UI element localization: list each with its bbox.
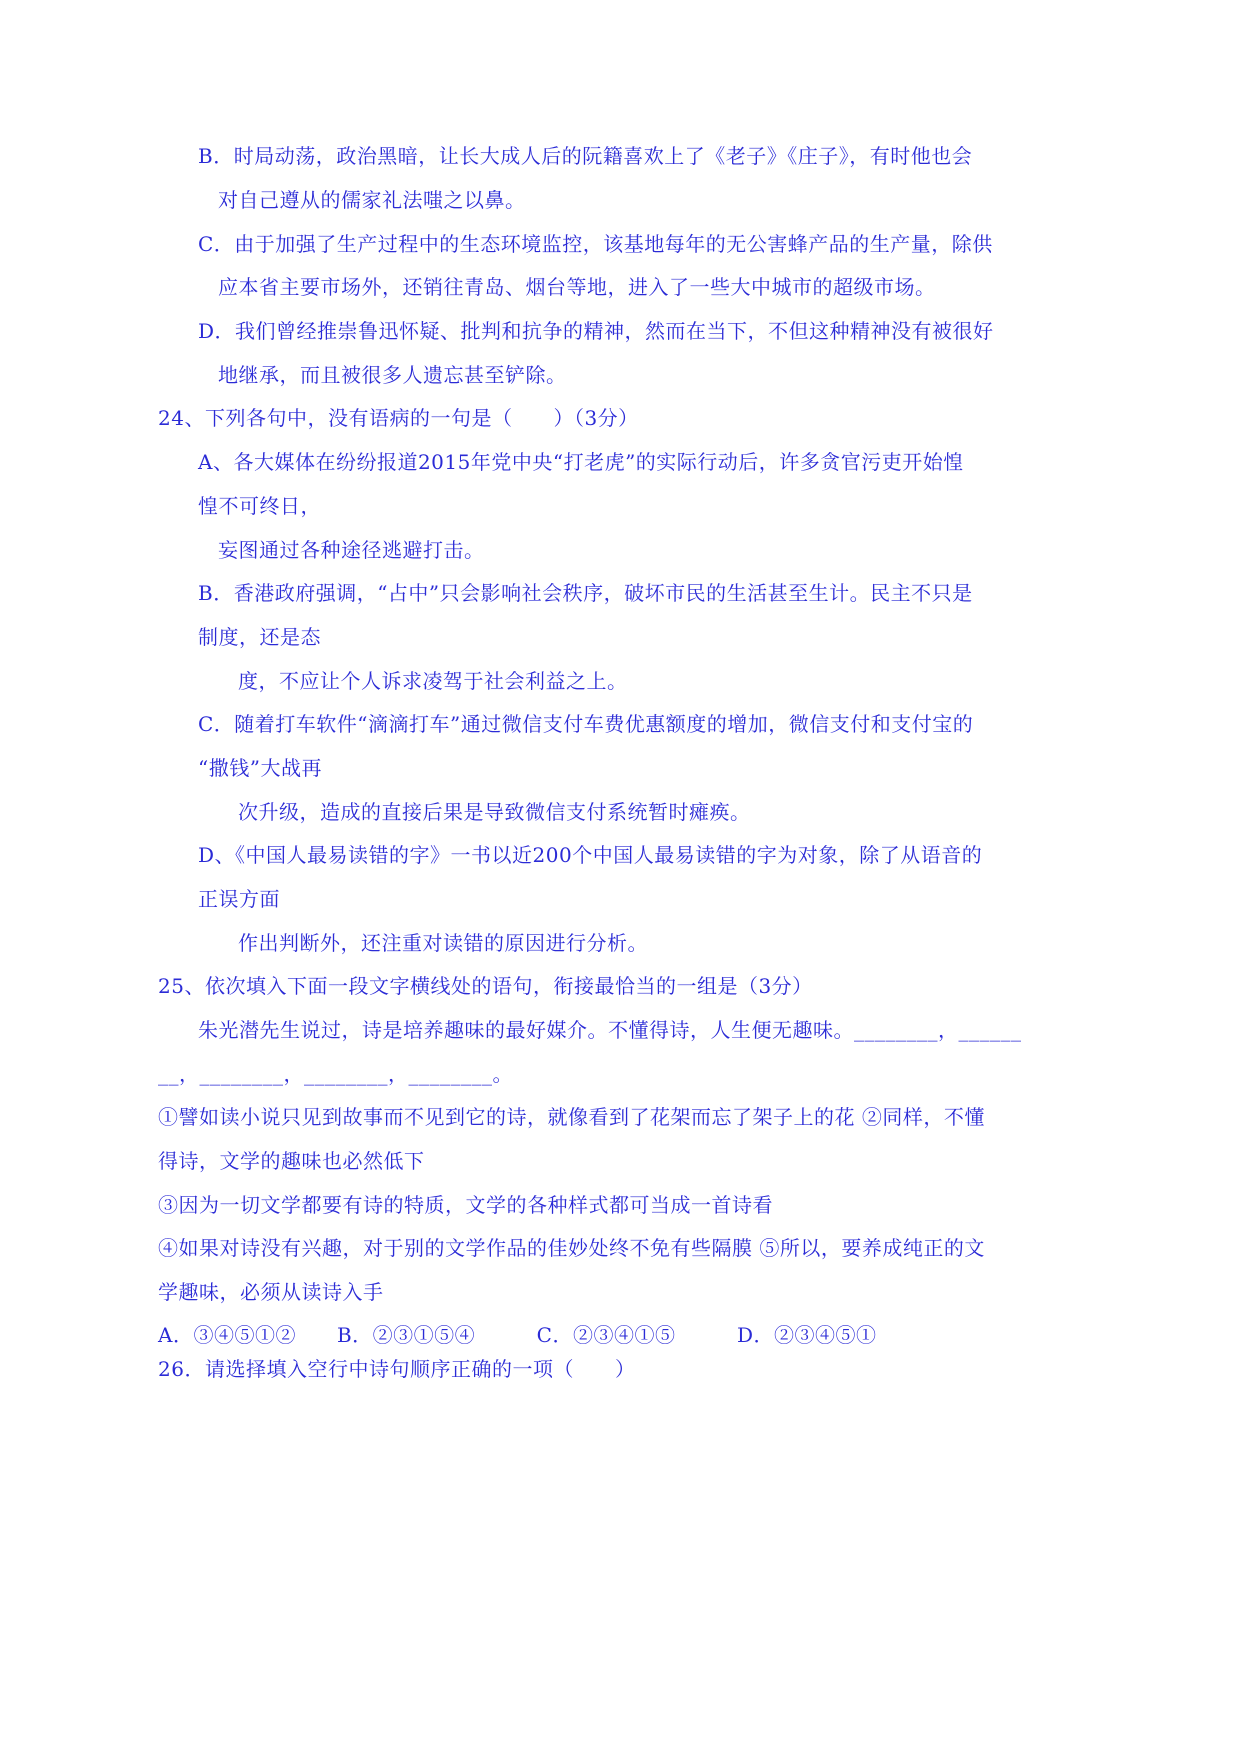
text-line: 得诗，文学的趣味也必然低下 <box>158 1149 425 1173</box>
text-line: 制度，还是态 <box>198 625 321 649</box>
text-line: A、各大媒体在纷纷报道2015年党中央“打老虎”的实际行动后，许多贪官污吏开始惶 <box>198 450 964 474</box>
text-line: 惶不可终日， <box>198 494 321 518</box>
text-line: 应本省主要市场外，还销往青岛、烟台等地，进入了一些大中城市的超级市场。 <box>218 275 936 299</box>
text-line: C．由于加强了生产过程中的生态环境监控，该基地每年的无公害蜂产品的生产量，除供 <box>198 232 993 256</box>
text-line: ④如果对诗没有兴趣，对于别的文学作品的佳妙处终不免有些隔膜 ⑤所以，要养成纯正的文 <box>158 1236 985 1260</box>
text-line: ③因为一切文学都要有诗的特质，文学的各种样式都可当成一首诗看 <box>158 1193 773 1217</box>
text-line: B．香港政府强调，“占中”只会影响社会秩序，破坏市民的生活甚至生计。民主不只是 <box>198 581 973 605</box>
question-25-stem: 25、依次填入下面一段文字横线处的语句，衔接最恰当的一组是（3分） <box>158 974 813 998</box>
text-line: 作出判断外，还注重对读错的原因进行分析。 <box>238 931 648 955</box>
text-line: ①譬如读小说只见到故事而不见到它的诗，就像看到了花架而忘了架子上的花 ②同样，不懂 <box>158 1105 985 1129</box>
text-line: 正误方面 <box>198 887 280 911</box>
text-line: 度，不应让个人诉求凌驾于社会利益之上。 <box>238 669 628 693</box>
text-line: D．我们曾经推崇鲁迅怀疑、批判和抗争的精神，然而在当下，不但这种精神没有被很好 <box>198 319 994 343</box>
text-line: B．时局动荡，政治黑暗，让长大成人后的阮籍喜欢上了《老子》《庄子》，有时他也会 <box>198 144 973 168</box>
text-line: 次升级，造成的直接后果是导致微信支付系统暂时瘫痪。 <box>238 800 751 824</box>
text-line: __，________，________，________。 <box>158 1062 513 1086</box>
text-line: 地继承，而且被很多人遗忘甚至铲除。 <box>218 363 567 387</box>
text-line: D、《中国人最易读错的字》一书以近200个中国人最易读错的字为对象，除了从语音的 <box>198 843 983 867</box>
text-line: 妄图通过各种途径逃避打击。 <box>218 538 485 562</box>
text-line: C．随着打车软件“滴滴打车”通过微信支付车费优惠额度的增加，微信支付和支付宝的 <box>198 712 974 736</box>
text-line: “撒钱”大战再 <box>198 756 322 780</box>
question-24-stem: 24、下列各句中，没有语病的一句是（ ）（3分） <box>158 406 639 430</box>
answer-options: A．③④⑤①② B．②③①⑤④ C．②③④①⑤ D．②③④⑤① <box>158 1323 877 1347</box>
question-26-stem: 26．请选择填入空行中诗句顺序正确的一项（ ） <box>158 1357 636 1381</box>
text-line: 朱光潜先生说过，诗是培养趣味的最好媒介。不懂得诗，人生便无趣味。________，______ <box>198 1018 1022 1042</box>
text-line: 学趣味，必须从读诗入手 <box>158 1280 384 1304</box>
text-line: 对自己遵从的儒家礼法嗤之以鼻。 <box>218 188 526 212</box>
